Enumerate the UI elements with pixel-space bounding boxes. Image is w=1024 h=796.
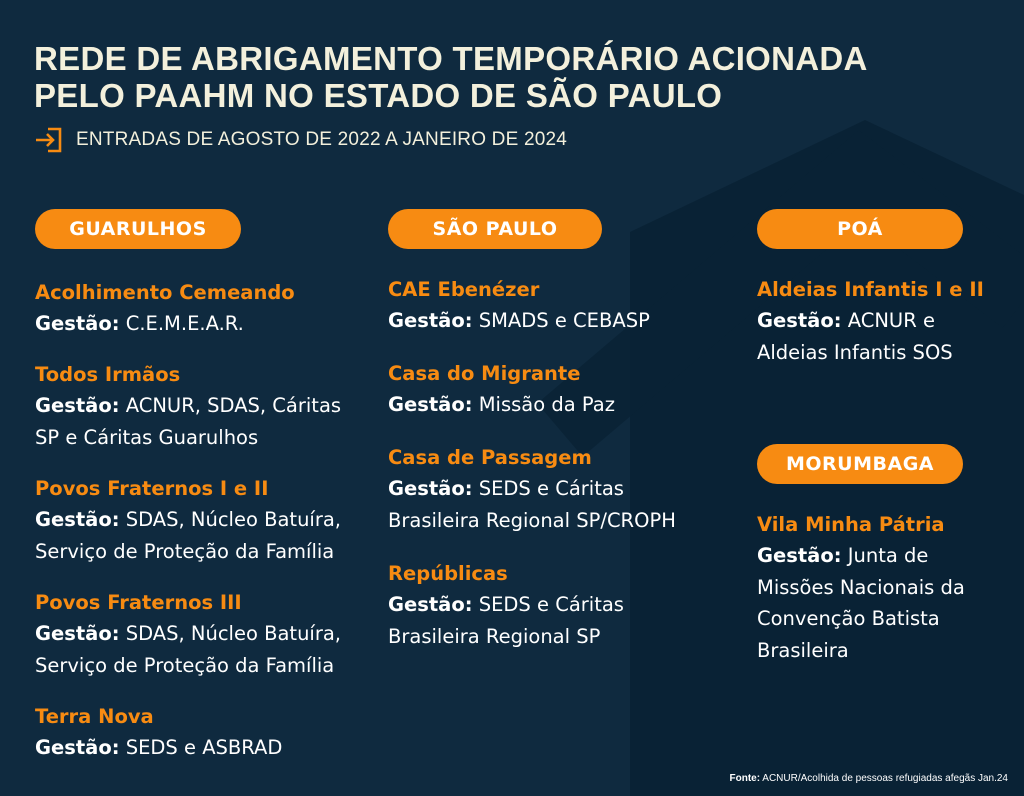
entry-management	[35, 390, 341, 453]
gestao-label: Gestão:	[35, 394, 120, 417]
entry-acolhimento-cemeando	[35, 277, 295, 340]
management-line: Convenção Batista	[757, 607, 940, 630]
management-line: Serviço de Proteção da Família	[35, 539, 335, 563]
entry-vila-minha-patria	[757, 509, 965, 666]
gestao-label: Gestão:	[35, 508, 120, 531]
column-guarulhos	[35, 209, 375, 249]
column-sao-paulo	[388, 209, 602, 249]
management-line: Serviço de Proteção da Família	[35, 653, 335, 677]
management-line: Missões Nacionais da	[757, 575, 965, 599]
management-line: SEDS e ASBRAD	[125, 736, 283, 759]
entry-name: Acolhimento Cemeando	[35, 281, 295, 304]
entry-management	[388, 389, 615, 421]
entry-cae-ebenezer	[388, 274, 650, 337]
management-line: ACNUR e	[847, 309, 935, 332]
column-morumbaga	[757, 444, 963, 484]
gestao-label: Gestão:	[35, 622, 120, 645]
gestao-label: Gestão:	[757, 544, 842, 567]
column-poa	[757, 209, 963, 249]
entry-aldeias-infantis	[757, 274, 984, 368]
subtitle-text: ENTRADAS DE AGOSTO DE 2022 A JANEIRO DE 2024	[76, 129, 568, 150]
management-line: Junta de	[847, 544, 929, 567]
entry-name: Todos Irmãos	[35, 363, 181, 386]
entry-name: Terra Nova	[35, 705, 154, 728]
entry-casa-de-passagem	[388, 442, 676, 536]
page-title	[34, 40, 868, 114]
entry-management	[388, 473, 676, 536]
title-line-1: REDE DE ABRIGAMENTO TEMPORÁRIO ACIONADA	[34, 40, 868, 77]
city-pill-sao-paulo: SÃO PAULO	[388, 209, 602, 249]
gestao-label: Gestão:	[388, 477, 473, 500]
management-line: SP e Cáritas Guarulhos	[35, 425, 259, 449]
management-line: Aldeias Infantis SOS	[757, 340, 953, 364]
management-line: SDAS, Núcleo Batuíra,	[125, 508, 342, 531]
source-label: Fonte:	[729, 773, 761, 784]
management-line: SEDS e Cáritas	[478, 477, 624, 500]
entry-todos-irmaos	[35, 359, 341, 453]
management-line: C.E.M.E.A.R.	[125, 312, 244, 335]
subtitle	[34, 126, 567, 154]
entry-management	[388, 589, 624, 652]
management-line: Brasileira Regional SP	[388, 624, 601, 648]
entry-name: Repúblicas	[388, 562, 508, 585]
entry-management	[35, 504, 341, 567]
management-line: SEDS e Cáritas	[478, 593, 624, 616]
entry-name: Casa do Migrante	[388, 362, 581, 385]
entry-management	[35, 308, 295, 340]
entry-povos-fraternos-iii	[35, 587, 341, 681]
gestao-label: Gestão:	[757, 309, 842, 332]
entry-management	[757, 540, 965, 666]
gestao-label: Gestão:	[388, 593, 473, 616]
enter-arrow-icon	[34, 126, 64, 154]
source-footnote	[730, 773, 1008, 784]
title-line-2: PELO PAAHM NO ESTADO DE SÃO PAULO	[34, 77, 723, 114]
city-pill-guarulhos: GUARULHOS	[35, 209, 241, 249]
entry-name: Casa de Passagem	[388, 446, 592, 469]
entry-republicas	[388, 558, 624, 652]
entry-name: CAE Ebenézer	[388, 278, 540, 301]
gestao-label: Gestão:	[388, 309, 473, 332]
entry-management	[388, 305, 650, 337]
entry-terra-nova	[35, 701, 282, 764]
management-line: SMADS e CEBASP	[478, 309, 650, 332]
management-line: Brasileira Regional SP/CROPH	[388, 508, 676, 532]
management-line: ACNUR, SDAS, Cáritas	[125, 394, 342, 417]
gestao-label: Gestão:	[35, 736, 120, 759]
management-line: Missão da Paz	[478, 393, 615, 416]
entry-name: Vila Minha Pátria	[757, 513, 945, 536]
management-line: SDAS, Núcleo Batuíra,	[125, 622, 342, 645]
gestao-label: Gestão:	[35, 312, 120, 335]
entry-povos-fraternos-i-ii	[35, 473, 341, 567]
entry-name: Povos Fraternos III	[35, 591, 242, 614]
source-text: ACNUR/Acolhida de pessoas refugiadas afegãs Jan.24	[760, 773, 1008, 784]
city-pill-poa: POÁ	[757, 209, 963, 249]
gestao-label: Gestão:	[388, 393, 473, 416]
entry-management	[35, 732, 282, 764]
management-line: Brasileira	[757, 638, 849, 662]
entry-management	[757, 305, 984, 368]
entry-name: Povos Fraternos I e II	[35, 477, 269, 500]
entry-name: Aldeias Infantis I e II	[757, 278, 984, 301]
entry-management	[35, 618, 341, 681]
city-pill-morumbaga: MORUMBAGA	[757, 444, 963, 484]
entry-casa-do-migrante	[388, 358, 615, 421]
